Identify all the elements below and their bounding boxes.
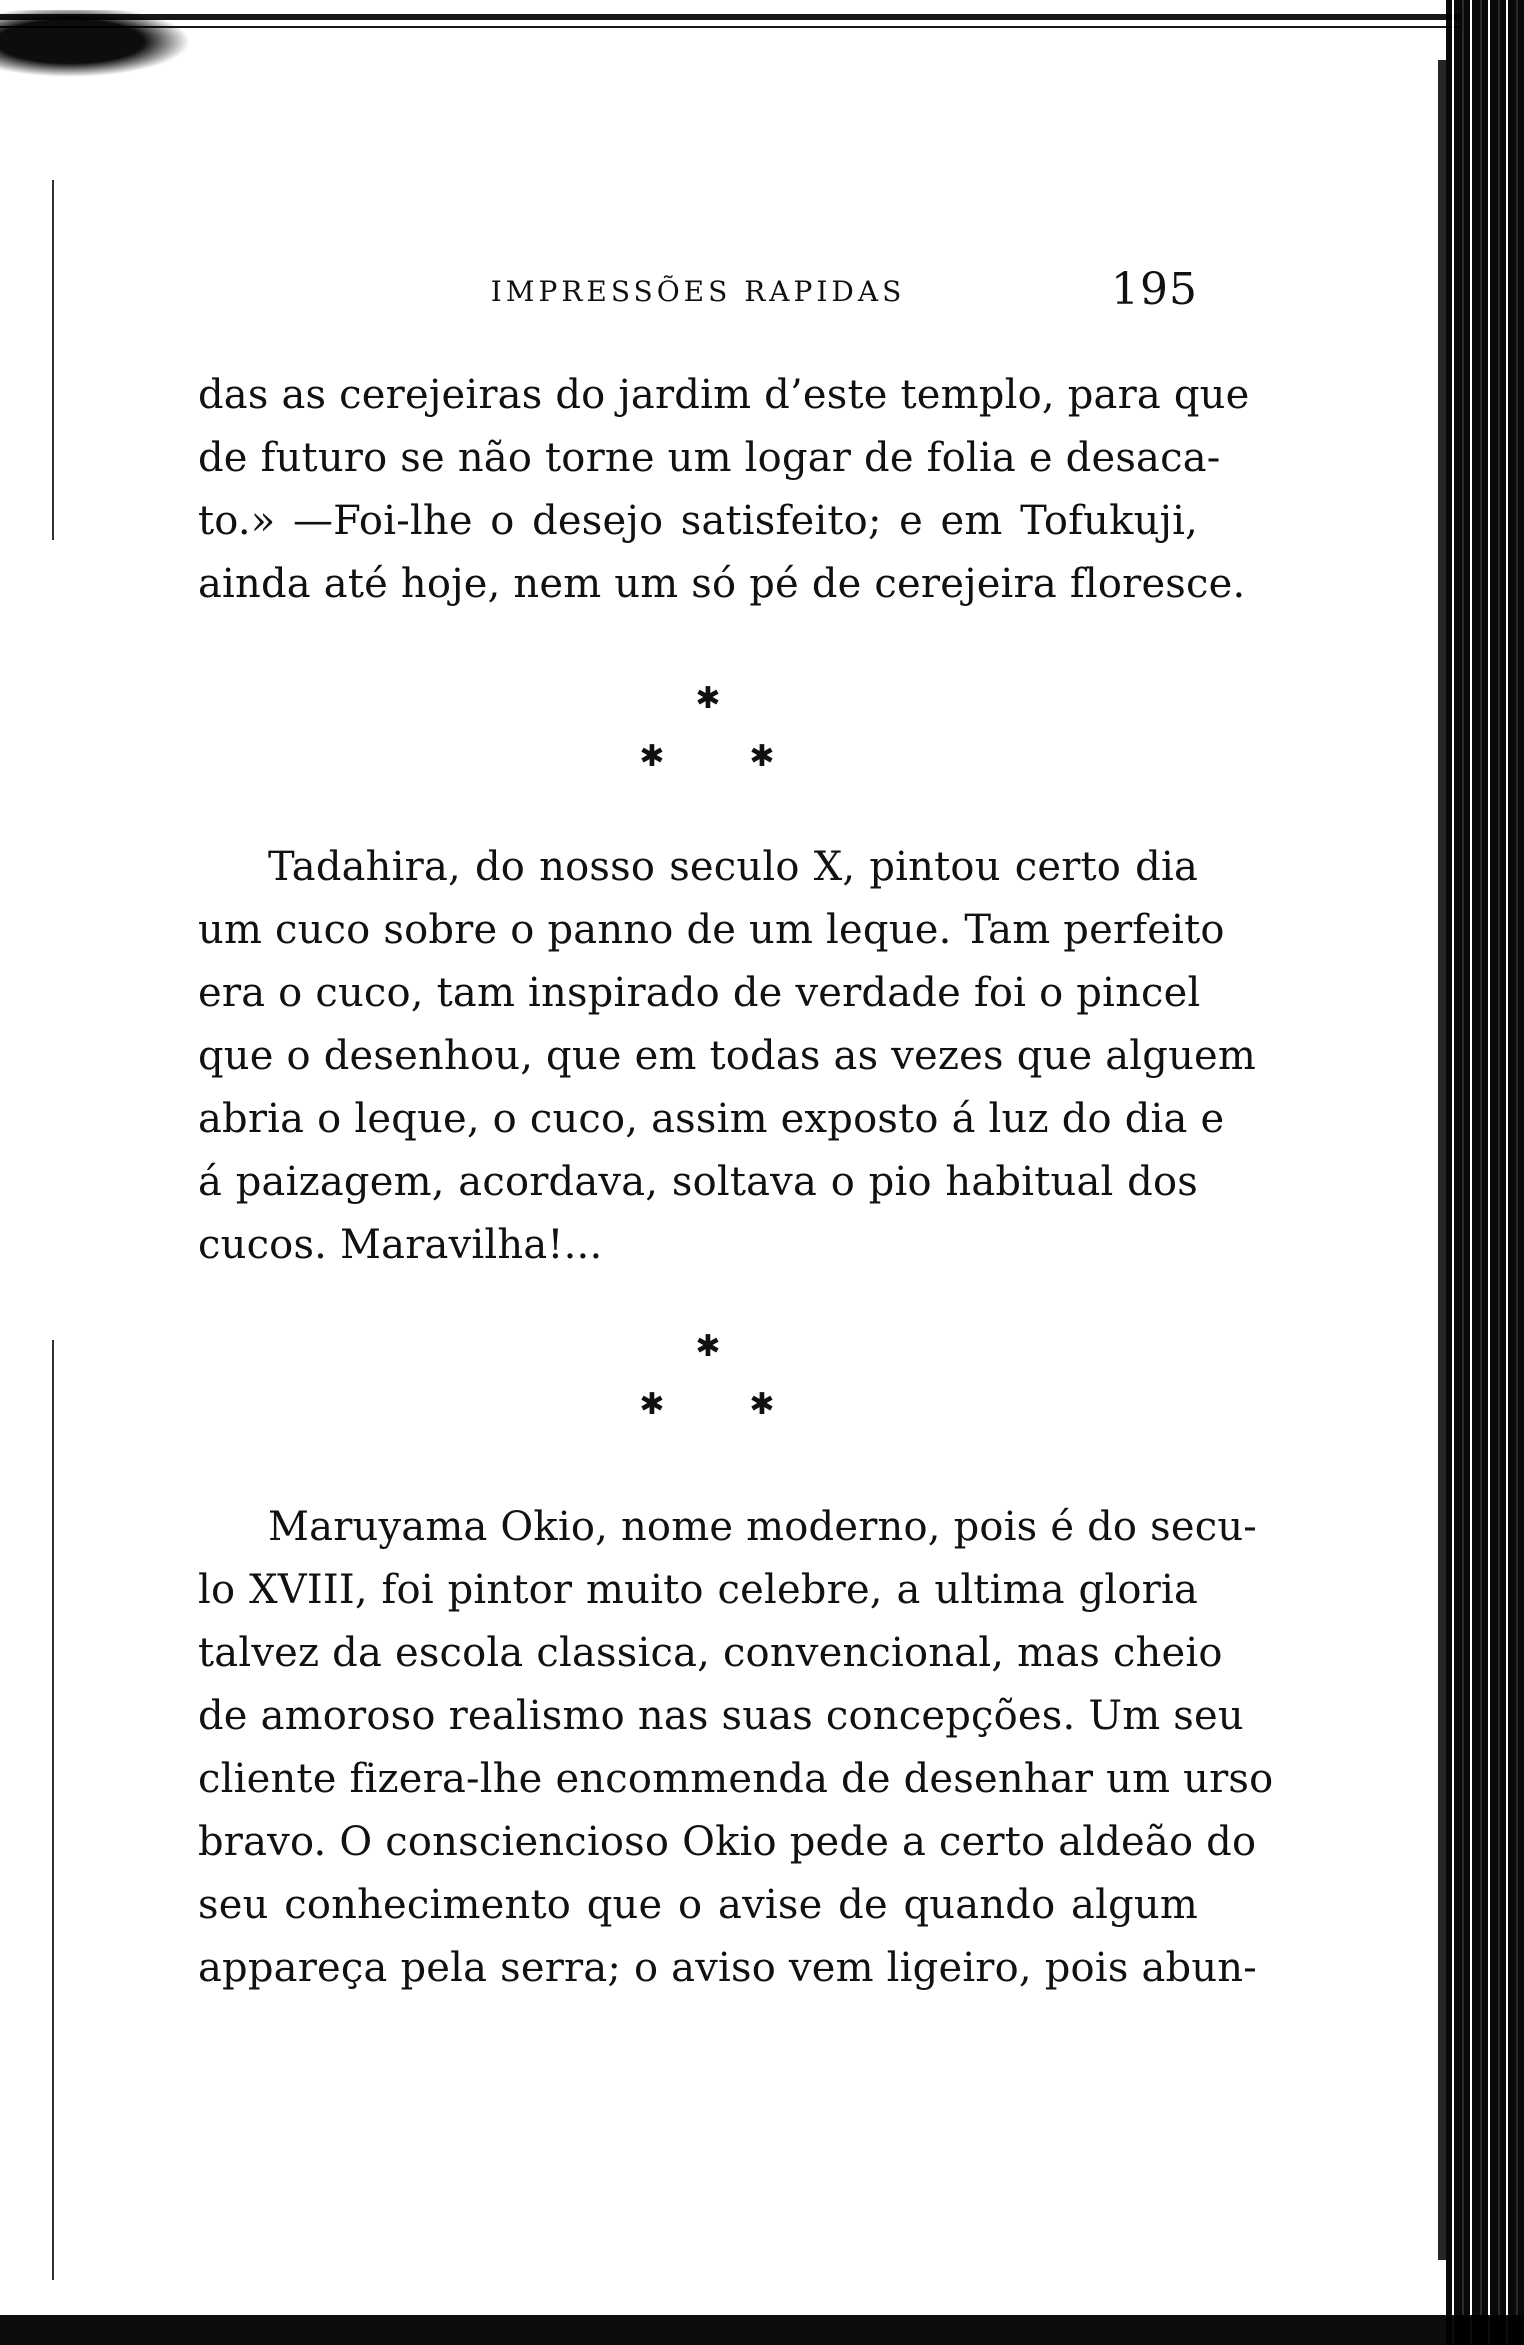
paragraph (198, 1496, 1274, 2000)
asterisk-ornament: ✱ (749, 739, 775, 774)
text-line: Maruyama Okio, nome moderno, pois é do secu- (268, 1504, 1257, 1550)
asterisk-ornament: ✱ (695, 681, 721, 716)
asterisk-ornament: ✱ (639, 1387, 665, 1422)
text-line: to.» —Foi-lhe o desejo satisfeito; e em Tofukuji, (198, 498, 1198, 544)
page-number: 195 (1111, 264, 1198, 315)
text-line: lo XVIII, foi pintor muito celebre, a ultima gloria (198, 1567, 1198, 1613)
text-line: seu conhecimento que o avise de quando algum (198, 1882, 1198, 1928)
text-line: cliente fizera-lhe encommenda de desenhar um urso (198, 1756, 1274, 1802)
text-line: á paizagem, acordava, soltava o pio habitual dos (198, 1159, 1198, 1205)
text-line: um cuco sobre o panno de um leque. Tam perfeito (198, 907, 1225, 953)
text-line: Tadahira, do nosso seculo X, pintou certo dia (268, 844, 1198, 890)
text-line: era o cuco, tam inspirado de verdade foi o pincel (198, 970, 1201, 1016)
text-line: que o desenhou, que em todas as vezes que alguem (198, 1033, 1257, 1079)
text-line: talvez da escola classica, convencional, mas cheio (198, 1630, 1223, 1676)
text-line: ainda até hoje, nem um só pé de cerejeira floresce. (198, 561, 1246, 607)
text-line: abria o leque, o cuco, assim exposto á luz do dia e (198, 1096, 1225, 1142)
paragraph (198, 364, 1250, 616)
text-line: de futuro se não torne um logar de folia e desaca- (198, 435, 1221, 481)
asterisk-ornament: ✱ (749, 1387, 775, 1422)
section-break-asterism (0, 681, 1424, 794)
text-line: cucos. Maravilha!... (198, 1222, 603, 1268)
text-line: de amoroso realismo nas suas concepções. Um seu (198, 1693, 1244, 1739)
text-line: bravo. O consciencioso Okio pede a certo aldeão do (198, 1819, 1257, 1865)
text-line: das as cerejeiras do jardim d’este templo, para que (198, 372, 1250, 418)
running-head (198, 264, 1198, 318)
section-break-asterism (0, 1329, 1424, 1442)
text-line: appareça pela serra; o aviso vem ligeiro, pois abun- (198, 1945, 1257, 1991)
asterisk-ornament: ✱ (695, 1329, 721, 1364)
running-title: IMPRESSÕES RAPIDAS (490, 275, 906, 308)
asterisk-ornament: ✱ (639, 739, 665, 774)
paragraph (198, 836, 1257, 1277)
